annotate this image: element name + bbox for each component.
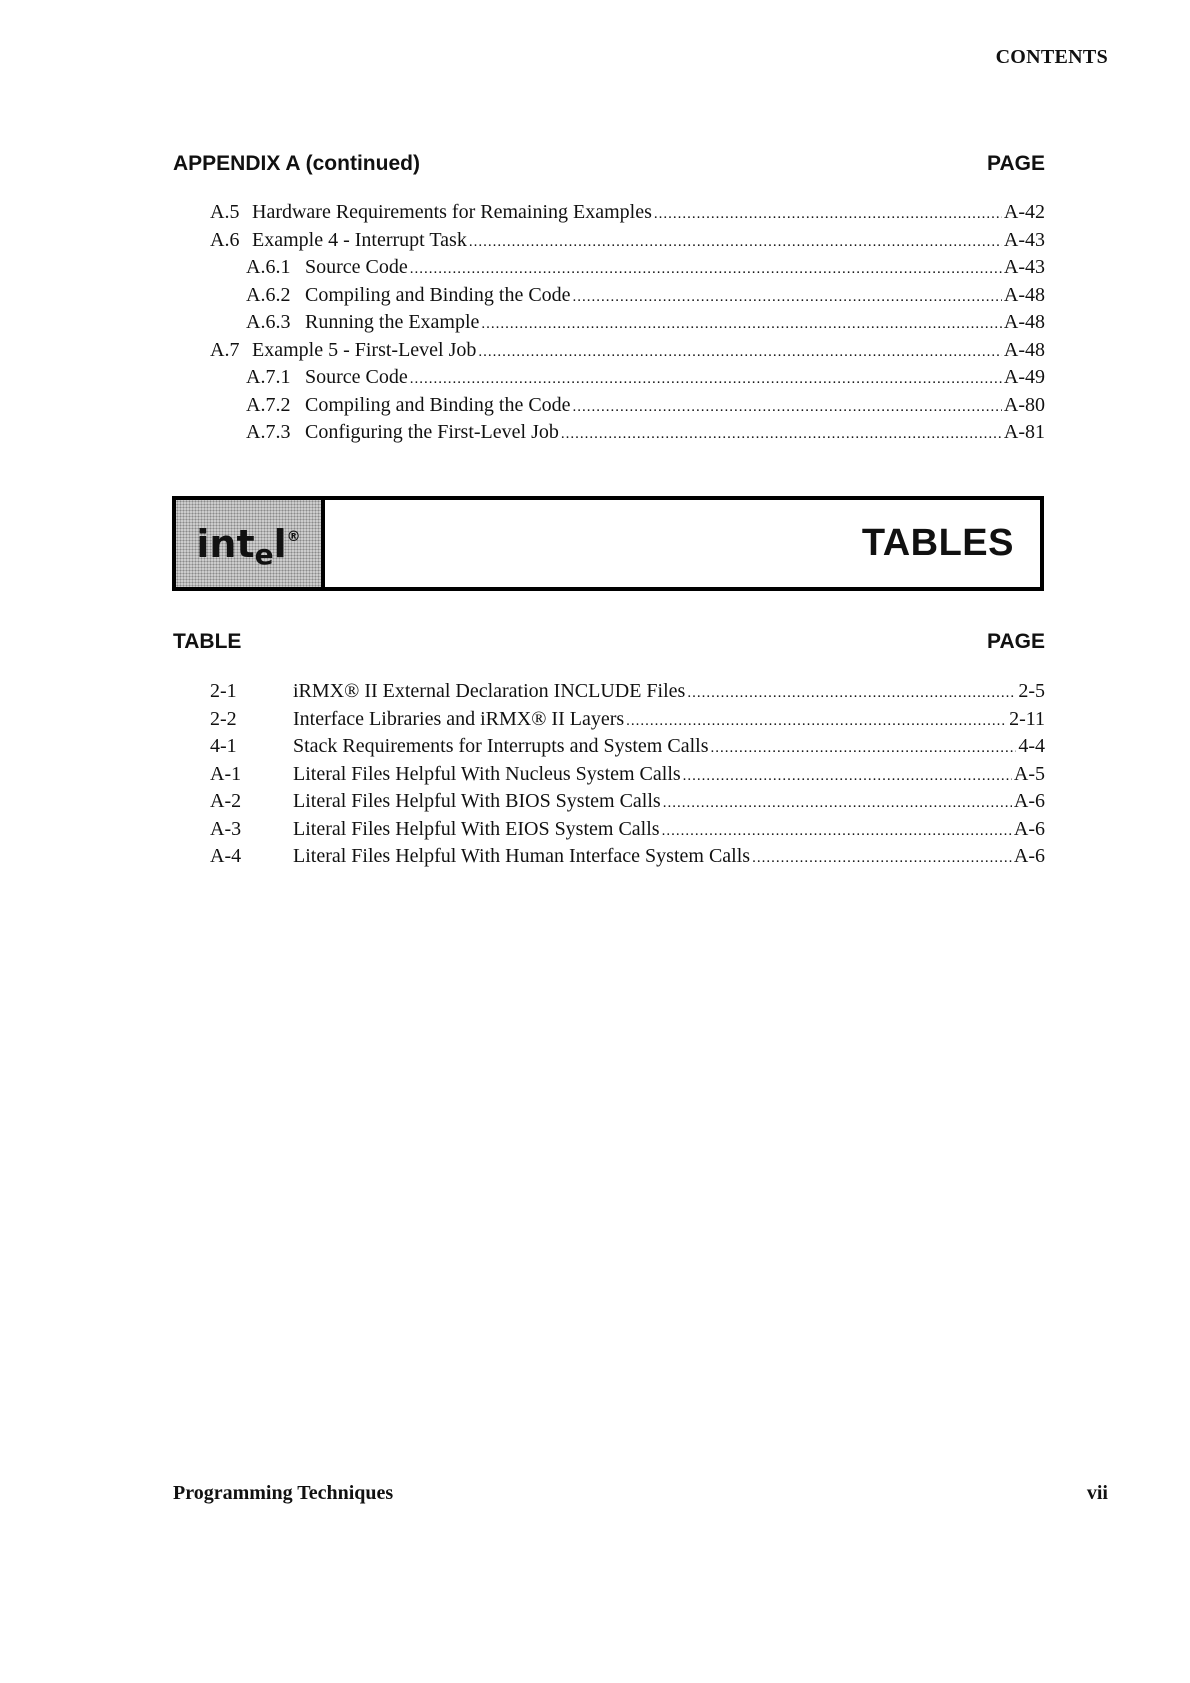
toc-entry-page: A-48: [1003, 283, 1045, 306]
table-entry[interactable]: [173, 708, 1045, 736]
toc-entry-number: A.7.1: [246, 366, 291, 388]
toc-entry-page: A-80: [1003, 393, 1045, 416]
toc-entry[interactable]: [173, 421, 1045, 449]
running-head: CONTENTS: [995, 46, 1108, 68]
dot-leader: [687, 685, 1016, 702]
appendix-toc-list: [173, 201, 1045, 449]
toc-entry-title: Hardware Requirements for Remaining Examples: [252, 201, 652, 223]
dot-leader: [481, 316, 1001, 333]
table-entry-title: Literal Files Helpful With Nucleus System Calls: [293, 762, 681, 785]
toc-entry[interactable]: [173, 201, 1045, 229]
toc-entry-page: A-48: [1003, 338, 1045, 361]
table-entry[interactable]: [173, 845, 1045, 873]
table-entry[interactable]: [173, 735, 1045, 763]
dot-leader: [410, 371, 1002, 388]
dot-leader: [752, 850, 1012, 867]
tables-page-label: PAGE: [987, 630, 1045, 653]
dot-leader: [654, 206, 1002, 223]
table-entry-title: Stack Requirements for Interrupts and System Calls: [293, 735, 709, 757]
toc-entry-number: A.7.2: [246, 393, 291, 416]
table-entry-page: A-5: [1013, 762, 1045, 785]
table-entry-title: Literal Files Helpful With EIOS System Calls: [293, 817, 660, 840]
table-entry-number: A-4: [210, 845, 242, 867]
table-entry-page: 2-11: [1009, 707, 1045, 730]
table-entry-number: A-2: [210, 790, 242, 812]
toc-entry[interactable]: [173, 311, 1045, 339]
toc-entry-page: A-43: [1003, 256, 1045, 278]
table-entry-number: A-3: [210, 817, 242, 840]
toc-entry-number: A.6.2: [246, 283, 291, 306]
table-entry-title: iRMX® II External Declaration INCLUDE Files: [293, 680, 686, 702]
toc-entry-number: A.7.3: [246, 421, 291, 443]
dot-leader: [561, 426, 1002, 443]
toc-entry-title: Source Code: [305, 366, 408, 388]
footer-book-title: Programming Techniques: [173, 1482, 394, 1504]
dot-leader: [469, 234, 1002, 251]
toc-entry-number: A.5: [210, 201, 240, 223]
toc-entry-page: A-48: [1003, 311, 1045, 333]
table-entry-title: Interface Libraries and iRMX® II Layers: [293, 707, 625, 730]
toc-entry[interactable]: [173, 339, 1045, 367]
dot-leader: [410, 261, 1002, 278]
toc-entry-title: Compiling and Binding the Code: [305, 393, 571, 416]
toc-entry-page: A-81: [1003, 421, 1045, 443]
toc-entry-title: Source Code: [305, 256, 408, 278]
table-entry-page: 4-4: [1018, 735, 1045, 757]
dot-leader: [710, 740, 1016, 757]
tables-banner: [172, 496, 1044, 591]
toc-entry[interactable]: [173, 256, 1045, 284]
toc-entry-title: Example 5 - First-Level Job: [252, 338, 477, 361]
tables-toc-list: [173, 680, 1045, 873]
tables-heading: TABLE: [173, 630, 242, 653]
toc-entry-page: A-42: [1003, 201, 1045, 223]
toc-entry-number: A.7: [210, 338, 240, 361]
table-entry-page: A-6: [1013, 817, 1045, 840]
table-entry-number: 2-1: [210, 680, 237, 702]
toc-entry-number: A.6: [210, 228, 240, 251]
table-entry-number: A-1: [210, 762, 242, 785]
banner-title: TABLES: [861, 522, 1014, 564]
table-entry-page: A-6: [1013, 790, 1045, 812]
intel-logo-text: intel®: [196, 521, 301, 571]
banner-title-area: [325, 500, 1040, 587]
toc-entry-number: A.6.3: [246, 311, 291, 333]
page-footer: [173, 1482, 1108, 1505]
toc-entry-title: Running the Example: [305, 311, 480, 333]
toc-entry[interactable]: [173, 366, 1045, 394]
appendix-heading: APPENDIX A (continued): [173, 152, 420, 175]
table-entry-title: Literal Files Helpful With Human Interface System Calls: [293, 845, 751, 867]
toc-entry[interactable]: [173, 394, 1045, 422]
dot-leader: [663, 795, 1012, 812]
appendix-page-label: PAGE: [987, 152, 1045, 175]
toc-entry-title: Configuring the First-Level Job: [305, 421, 559, 443]
table-entry-title: Literal Files Helpful With BIOS System Calls: [293, 790, 661, 812]
toc-entry-title: Compiling and Binding the Code: [305, 283, 571, 306]
dot-leader: [626, 713, 1007, 730]
toc-entry[interactable]: [173, 284, 1045, 312]
dot-leader: [478, 344, 1001, 361]
intel-logo: [176, 500, 325, 587]
table-entry[interactable]: [173, 763, 1045, 791]
toc-entry-number: A.6.1: [246, 256, 291, 278]
dot-leader: [662, 823, 1012, 840]
footer-page-number: vii: [1086, 1482, 1108, 1504]
toc-entry[interactable]: [173, 229, 1045, 257]
table-entry-page: 2-5: [1018, 680, 1045, 702]
appendix-header: [173, 152, 1045, 176]
table-entry[interactable]: [173, 680, 1045, 708]
toc-entry-page: A-49: [1003, 366, 1045, 388]
table-entry[interactable]: [173, 818, 1045, 846]
dot-leader: [683, 768, 1012, 785]
toc-entry-page: A-43: [1003, 228, 1045, 251]
dot-leader: [573, 399, 1002, 416]
toc-entry-title: Example 4 - Interrupt Task: [252, 228, 467, 251]
table-entry-page: A-6: [1013, 845, 1045, 867]
table-entry-number: 4-1: [210, 735, 237, 757]
dot-leader: [573, 289, 1002, 306]
table-entry[interactable]: [173, 790, 1045, 818]
table-entry-number: 2-2: [210, 707, 237, 730]
tables-header: [173, 630, 1045, 654]
